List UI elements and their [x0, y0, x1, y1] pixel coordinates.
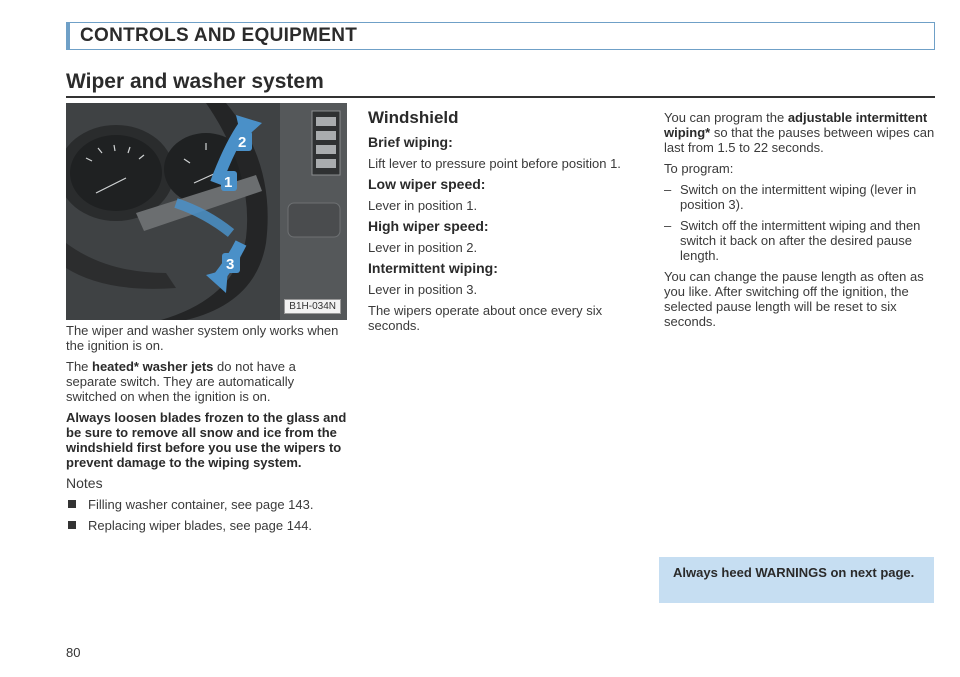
- marker-1: 1: [224, 174, 233, 191]
- chapter-header: [66, 22, 935, 50]
- middle-column: [368, 110, 638, 339]
- warnings-box: Always heed WARNINGS on next page.: [659, 557, 934, 603]
- section-title: Wiper and washer system: [66, 70, 324, 93]
- photo-code: B1H-034N: [284, 299, 341, 314]
- program-step: – Switch on the intermittent wiping (lever in position 3).: [664, 182, 936, 212]
- intermittent-note: The wipers operate about once every six seconds.: [368, 303, 603, 333]
- intermittent-label: Intermittent wiping:: [368, 260, 498, 276]
- chapter-title: CONTROLS AND EQUIPMENT: [80, 25, 358, 46]
- low-speed-label: Low wiper speed:: [368, 176, 486, 192]
- note-item: Filling washer container, see page 143.: [66, 497, 347, 512]
- adjustable-paragraph: [664, 110, 936, 155]
- to-program-label: To program:: [664, 161, 734, 176]
- note-item: Replacing wiper blades, see page 144.: [66, 518, 347, 533]
- right-column: [664, 110, 936, 335]
- low-speed-text: Lever in position 1.: [368, 198, 478, 213]
- left-column: [66, 323, 347, 539]
- text-span: The: [66, 359, 93, 374]
- intermittent-text: Lever in position 3.: [368, 282, 478, 297]
- notes-title: Notes: [66, 475, 103, 491]
- windshield-heading: Windshield: [368, 108, 459, 127]
- heated-jets-term: heated* washer jets: [92, 359, 214, 374]
- wiper-lever-photo: [66, 103, 347, 320]
- adjustable-term: adjustable intermittent wiping*: [664, 110, 928, 140]
- marker-3: 3: [226, 256, 235, 273]
- text-span: You can program the: [664, 110, 788, 125]
- frozen-blades-warning: Always loosen blades frozen to the glass and be sure to remove all snow and ice from the windshield first before you use the wipers to prevent damage to the wiping system.: [66, 410, 347, 470]
- brief-wiping-text: Lift lever to pressure point before position 1.: [368, 156, 621, 171]
- pause-length-paragraph: You can change the pause length as often as you like. After switching off the ignition, the selected pause length will be reset to six seconds.: [664, 269, 924, 329]
- text-span: do not have a separate switch. They are automatically switched on when the ignition is on.: [66, 359, 296, 404]
- high-speed-text: Lever in position 2.: [368, 240, 478, 255]
- marker-2: 2: [238, 134, 247, 151]
- page-number: 80: [66, 645, 81, 660]
- brief-wiping-label: Brief wiping:: [368, 134, 453, 150]
- text-span: so that the pauses between wipes can last from 1.5 to 22 seconds.: [664, 125, 935, 155]
- heated-jets-paragraph: [66, 359, 347, 404]
- high-speed-label: High wiper speed:: [368, 218, 489, 234]
- section-rule: [66, 96, 935, 98]
- program-step: – Switch off the intermittent wiping and then switch it back on after the desired pause length.: [664, 218, 936, 263]
- ignition-note: The wiper and washer system only works when the ignition is on.: [66, 323, 339, 353]
